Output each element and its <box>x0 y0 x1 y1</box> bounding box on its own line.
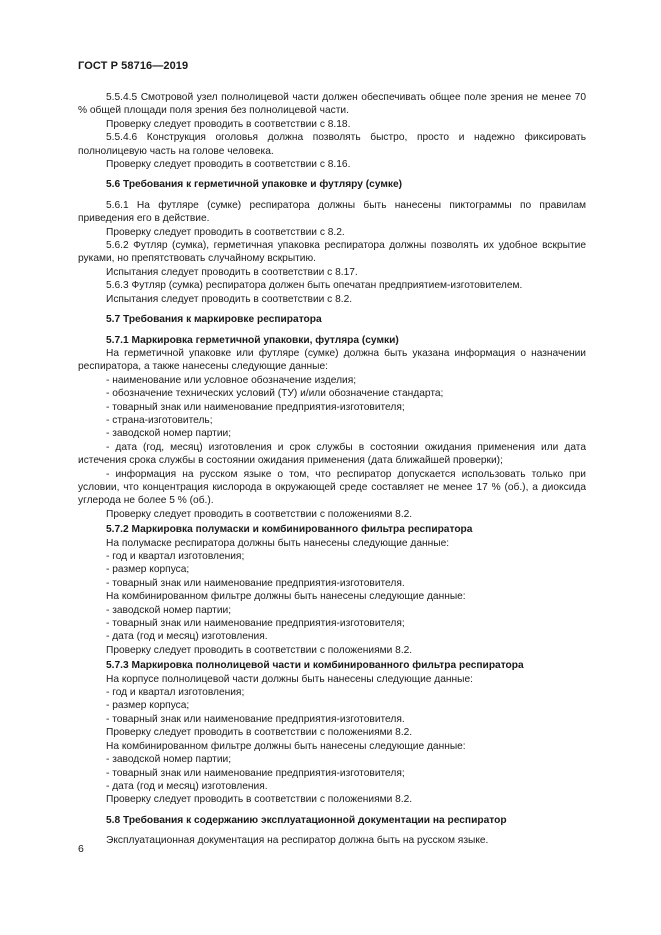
paragraph: - дата (год и месяц) изготовления. <box>106 780 268 792</box>
paragraph: Проверку следует проводить в соответствии с 8.16. <box>106 159 351 171</box>
paragraph: - товарный знак или наименование предприятия-изготовителя. <box>106 577 405 589</box>
page-number: 6 <box>78 843 84 855</box>
paragraph: Проверку следует проводить в соответствии с положениями 8.2. <box>106 508 413 520</box>
paragraph: - заводской номер партии; <box>106 428 232 440</box>
paragraph: - год и квартал изготовления; <box>106 551 245 562</box>
paragraph: Испытания следует проводить в соответствии с 8.2. <box>106 293 353 305</box>
section-heading: 5.7 Требования к маркировке респиратора <box>106 314 322 326</box>
paragraph: - год и квартал изготовления; <box>106 687 245 699</box>
paragraph: 5.6.2 Футляр (сумка), герметичная упаковка респиратора должны позволять их удобное вскрытие руками, но препятствовать случайному вскрытию. <box>78 240 586 265</box>
paragraph: Эксплуатационная документация на респиратор должна быть на русском языке. <box>106 835 489 847</box>
paragraph: На полумаске респиратора должны быть нанесены следующие данные: <box>106 537 450 549</box>
paragraph: 5.5.4.5 Смотровой узел полнолицевой части должен обеспечивать общее поле зрения не менее 70 % общей площади поля зрения без полнолицевой части. <box>78 92 586 117</box>
paragraph: Проверку следует проводить в соответствии с 8.2. <box>106 226 345 238</box>
subsection-heading: 5.7.1 Маркировка герметичной упаковки, футляра (сумки) <box>106 334 399 346</box>
paragraph: - заводской номер партии; <box>106 754 232 766</box>
paragraph: Проверку следует проводить в соответствии с положениями 8.2. <box>106 794 413 806</box>
paragraph: - наименование или условное обозначение изделия; <box>106 374 357 386</box>
paragraph: 5.6.3 Футляр (сумка) респиратора должен быть опечатан предприятием-изготовителем. <box>106 280 523 292</box>
section-heading: 5.6 Требования к герметичной упаковке и футляру (сумке) <box>106 179 403 191</box>
paragraph: - дата (год, месяц) изготовления и срок службы в состоянии ожидания применения или дата истечения срока службы в состоянии ожидания применения (дата ближайшей проверки); <box>78 441 586 467</box>
paragraph: - обозначение технических условий (ТУ) и/или обозначение стандарта; <box>106 388 444 400</box>
subsection-heading: 5.7.3 Маркировка полнолицевой части и комбинированного фильтра респиратора <box>106 660 524 672</box>
paragraph: - товарный знак или наименование предприятия-изготовителя. <box>106 713 405 725</box>
paragraph: - дата (год и месяц) изготовления. <box>106 631 268 643</box>
paragraph: Проверку следует проводить в соответствии с положениями 8.2. <box>106 727 413 739</box>
paragraph: - информация на русском языке о том, что респиратор допускается использовать только при условии, что концентрация кислорода в окружающей среде составляет не менее 17 % (об.), а диоксида углерода не более 5 % (об.). <box>78 468 586 507</box>
document-body <box>78 91 586 848</box>
paragraph: Испытания следует проводить в соответствии с 8.17. <box>106 266 358 278</box>
paragraph: На корпусе полнолицевой части должны быть нанесены следующие данные: <box>106 673 473 685</box>
paragraph: 5.5.4.6 Конструкция оголовья должна позволять быстро, просто и надежно фиксировать полнолицевую часть на голове человека. <box>78 132 586 157</box>
subsection-heading: 5.7.2 Маркировка полумаски и комбинированного фильтра респиратора <box>106 524 473 536</box>
paragraph: На герметичной упаковке или футляре (сумке) должна быть указана информация о назначении респиратора, а также нанесены следующие данные: <box>78 347 586 373</box>
paragraph: - товарный знак или наименование предприятия-изготовителя; <box>106 618 405 630</box>
paragraph: - заводской номер партии; <box>106 604 232 616</box>
paragraph: - размер корпуса; <box>106 564 190 576</box>
paragraph: На комбинированном фильтре должны быть нанесены следующие данные: <box>106 740 466 752</box>
section-heading: 5.8 Требования к содержанию эксплуатационной документации на респиратор <box>106 814 507 826</box>
paragraph: - товарный знак или наименование предприятия-изготовителя; <box>106 767 405 779</box>
paragraph: Проверку следует проводить в соответствии с 8.18. <box>106 118 351 130</box>
document-header: ГОСТ Р 58716—2019 <box>78 60 189 72</box>
paragraph: - страна-изготовитель; <box>106 414 213 426</box>
paragraph: - товарный знак или наименование предприятия-изготовителя; <box>106 401 405 413</box>
paragraph: На комбинированном фильтре должны быть нанесены следующие данные: <box>106 591 466 603</box>
paragraph: Проверку следует проводить в соответствии с положениями 8.2. <box>106 644 413 656</box>
paragraph: 5.6.1 На футляре (сумке) респиратора должны быть нанесены пиктограммы по правилам приведения его в действие. <box>78 199 586 225</box>
paragraph: - размер корпуса; <box>106 700 190 712</box>
